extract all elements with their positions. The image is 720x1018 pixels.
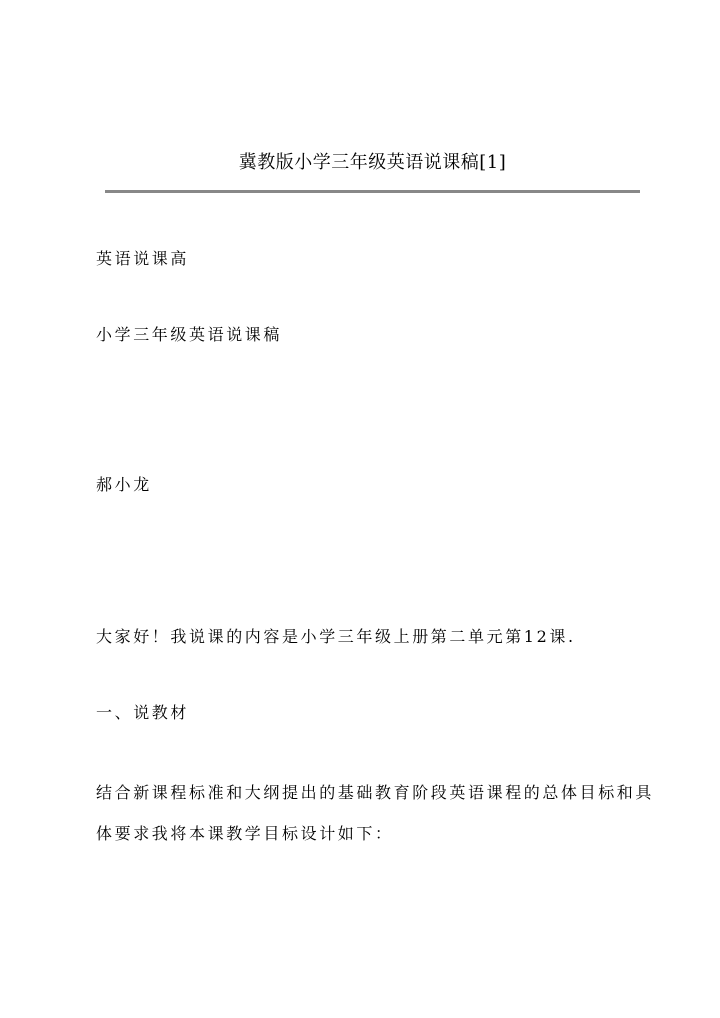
section-heading: 一、说教材 — [96, 703, 190, 722]
intro-paragraph: 大家好！我说课的内容是小学三年级上册第二单元第12课. — [96, 627, 576, 646]
document-title: 冀教版小学三年级英语说课稿[1] — [238, 152, 507, 173]
body-paragraph: 结合新课程标准和大纲提出的基础教育阶段英语课程的总体目标和具体要求我将本课教学目标设计如下： — [96, 783, 655, 843]
author-name: 郝小龙 — [96, 475, 152, 494]
title-divider — [105, 190, 640, 193]
subtitle-line: 英语说课高 — [96, 249, 190, 268]
lesson-heading: 小学三年级英语说课稿 — [96, 325, 283, 344]
